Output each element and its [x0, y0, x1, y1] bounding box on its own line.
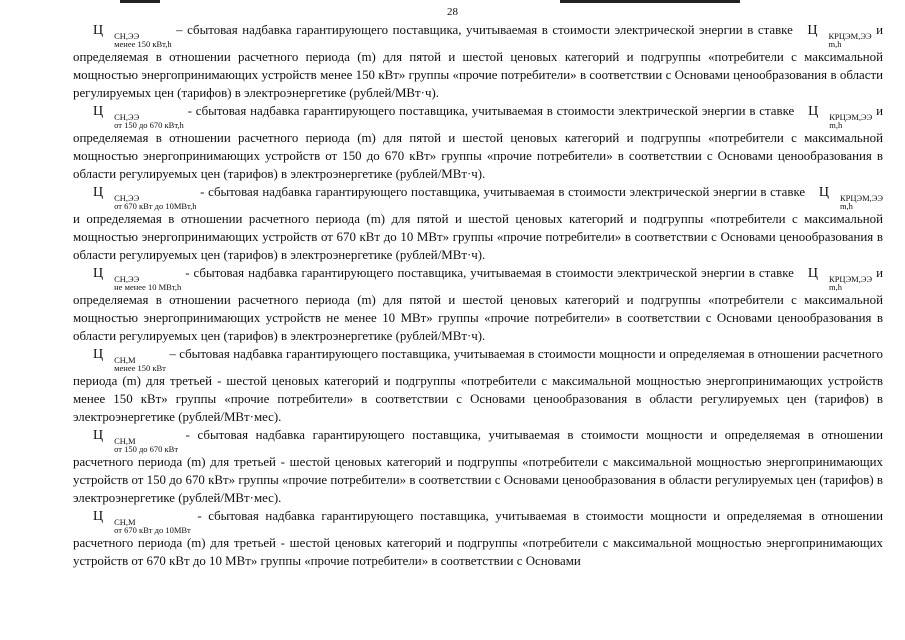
symbol-letter: Ц [93, 266, 104, 281]
symbol-subscript: менее 150 кВт [114, 363, 166, 373]
paragraph-text: - сбытовая надбавка гарантирующего поставщика, учитываемая в стоимости электрической энергии в ставке [181, 266, 798, 280]
paragraph-text: и определяемая в отношении расчетного периода (m) для пятой и шестой ценовых категорий и подгруппы «потребители с максимальной мощностью энергопринимающих устройств не менее 10 МВт» группы «прочие потребители» в соответствии с Основами ценообразования в области регулируемых цен (тарифов) в электроэнергетике (рублей/МВт·ч). [73, 266, 883, 343]
symbol-superscript: СН,ЭЭ [114, 193, 140, 203]
paragraph-text: и определяемая в отношении расчетного периода (m) для пятой и шестой ценовых категорий и подгруппы «потребители с максимальной мощностью энергопринимающих устройств менее 150 кВт» группы «прочие потребители» в соответствии с Основами ценообразования в области регулируемых цен (тарифов) в электроэнергетике (рублей/МВт·ч). [73, 23, 883, 100]
rate-symbol [798, 102, 872, 129]
tariff-symbol [83, 345, 166, 372]
symbol-letter: Ц [808, 104, 819, 119]
symbol-subscript: m,h [828, 39, 842, 49]
paragraph-text: - сбытовая надбавка гарантирующего поставщика, учитываемая в стоимости мощности и определяемая в отношении расчетного периода (m) для третьей - шестой ценовых категорий и подгруппы «потребители с максимальной мощностью энергопринимающих устройств от 670 кВт до 10 МВт» группы «прочие потребители» в соответствии с Основами [73, 509, 883, 568]
scan-edge-mark [560, 0, 740, 3]
symbol-subscript: m,h [839, 201, 853, 211]
symbol-letter: Ц [93, 428, 104, 443]
rate-symbol [798, 264, 872, 291]
symbol-subscript: не менее 10 МВт,h [114, 282, 182, 292]
tariff-symbol [83, 21, 172, 48]
page-number: 28 [447, 6, 458, 18]
rate-symbol [809, 183, 883, 210]
tariff-symbol [83, 102, 184, 129]
symbol-superscript: КРЦЭМ,ЭЭ [828, 31, 872, 41]
symbol-letter: Ц [93, 509, 104, 524]
symbol-letter: Ц [807, 23, 818, 38]
symbol-letter: Ц [93, 347, 104, 362]
symbol-subscript: от 150 до 670 кВт [114, 444, 179, 454]
symbol-superscript: СН,М [114, 517, 136, 527]
definition-paragraph [73, 345, 883, 426]
symbol-subscript: менее 150 кВт,h [114, 39, 172, 49]
symbol-subscript: m,h [829, 282, 843, 292]
symbol-letter: Ц [93, 23, 104, 38]
symbol-subscript: от 150 до 670 кВт,h [114, 120, 184, 130]
symbol-letter: Ц [818, 185, 829, 200]
scan-edge-mark [120, 0, 160, 3]
symbol-superscript: СН,ЭЭ [114, 274, 140, 284]
definition-paragraph [73, 102, 883, 183]
definition-paragraph [73, 264, 883, 345]
symbol-subscript: m,h [829, 120, 843, 130]
tariff-symbol [83, 426, 178, 453]
symbol-superscript: СН,ЭЭ [114, 112, 140, 122]
symbol-superscript: СН,М [114, 355, 136, 365]
symbol-superscript: СН,М [114, 436, 136, 446]
symbol-superscript: КРЦЭМ,ЭЭ [829, 274, 873, 284]
symbol-superscript: КРЦЭМ,ЭЭ [839, 193, 883, 203]
paragraph-text: - сбытовая надбавка гарантирующего поставщика, учитываемая в стоимости электрической энергии в ставке [196, 185, 809, 199]
paragraph-text: – сбытовая надбавка гарантирующего поставщика, учитываемая в стоимости электрической энергии в ставке [171, 23, 798, 37]
tariff-symbol [83, 183, 197, 210]
tariff-symbol [83, 264, 181, 291]
paragraph-text: и определяемая в отношении расчетного периода (m) для пятой и шестой ценовых категорий и подгруппы «потребители с максимальной мощностью энергопринимающих устройств от 670 кВт до 10 МВт» группы «прочие потребители» в соответствии с Основами ценообразования в области регулируемых цен (тарифов) в электроэнергетике (рублей/МВт·ч). [73, 212, 883, 262]
tariff-symbol [83, 507, 191, 534]
symbol-letter: Ц [807, 266, 819, 281]
paragraph-text: и определяемая в отношении расчетного периода (m) для пятой и шестой ценовых категорий и подгруппы «потребители с максимальной мощностью энергопринимающих устройств от 150 до 670 кВт» группы «прочие потребители» в соответствии с Основами ценообразования в области регулируемых цен (тарифов) в электроэнергетике (рублей/МВт·ч). [73, 104, 883, 181]
definition-paragraph [73, 183, 883, 264]
symbol-subscript: от 670 кВт до 10МВт,h [114, 201, 197, 211]
definition-paragraph [73, 21, 883, 102]
symbol-superscript: КРЦЭМ,ЭЭ [829, 112, 873, 122]
document-body [73, 21, 883, 570]
rate-symbol [797, 21, 871, 48]
symbol-superscript: СН,ЭЭ [114, 31, 140, 41]
symbol-letter: Ц [93, 104, 104, 119]
definition-paragraph [73, 507, 883, 570]
symbol-subscript: от 670 кВт до 10МВт [114, 525, 191, 535]
paragraph-text: - сбытовая надбавка гарантирующего поставщика, учитываемая в стоимости мощности и определяемая в отношении расчетного периода (m) для третьей - шестой ценовых категорий и подгруппы «потребители с максимальной мощностью энергопринимающих устройств от 150 до 670 кВт» группы «прочие потребители» в соответствии с Основами ценообразования в области регулируемых цен (тарифов) в электроэнергетике (рублей/МВт·мес). [73, 428, 883, 505]
symbol-letter: Ц [93, 185, 104, 200]
definition-paragraph [73, 426, 883, 507]
paragraph-text: - сбытовая надбавка гарантирующего поставщика, учитываемая в стоимости электрической энергии в ставке [183, 104, 799, 118]
paragraph-text: – сбытовая надбавка гарантирующего поставщика, учитываемая в стоимости мощности и определяемая в отношении расчетного периода (m) для третьей - шестой ценовых категорий и подгруппы «потребители с максимальной мощностью энергопринимающих устройств менее 150 кВт» группы «прочие потребители» в соответствии с Основами ценообразования в области регулируемых цен (тарифов) в электроэнергетике (рублей/МВт·мес). [73, 347, 883, 424]
